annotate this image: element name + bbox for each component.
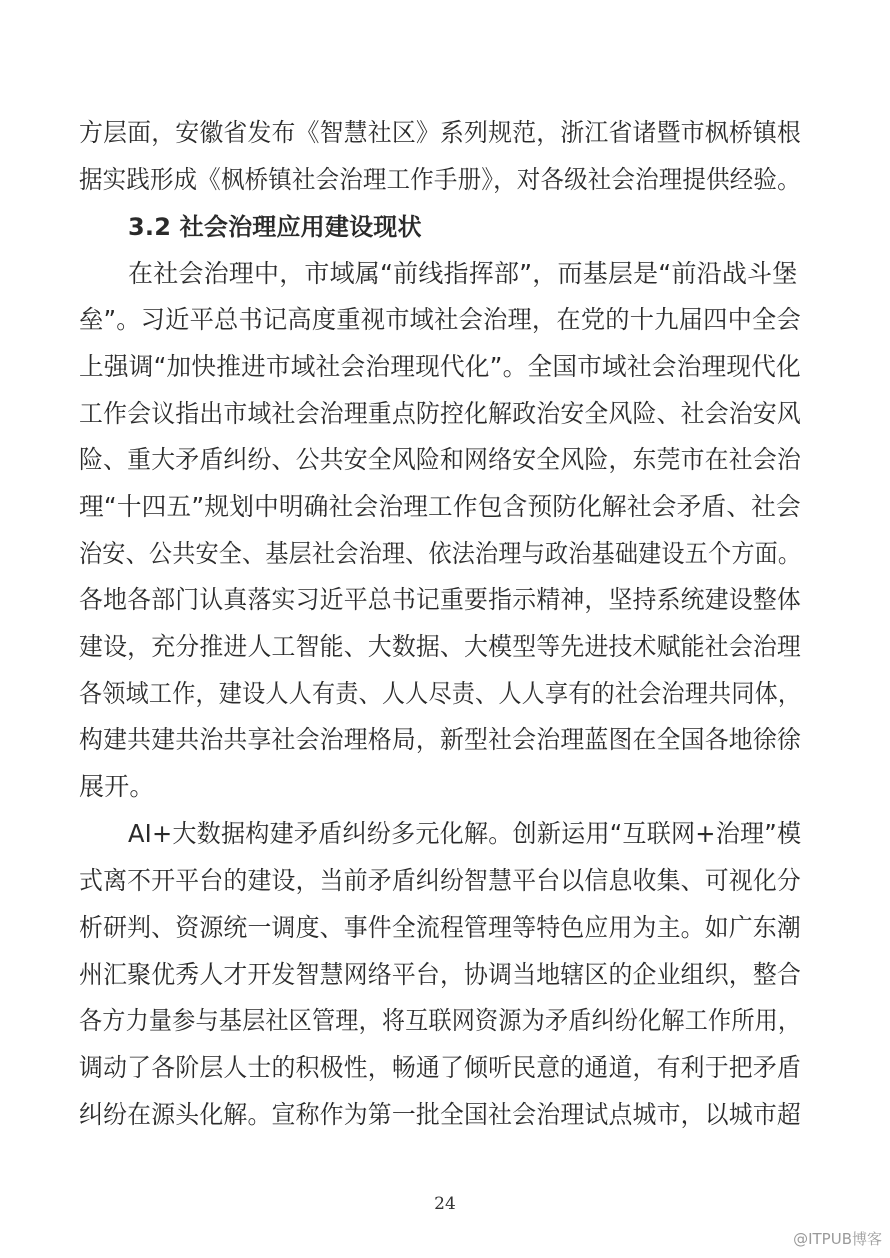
text-line: 各领域工作，建设人人有责、人人尽责、人人享有的社会治理共同体，	[79, 679, 802, 708]
text-line: 构建共建共治共享社会治理格局，新型社会治理蓝图在全国各地徐徐	[79, 725, 801, 754]
page-number: 24	[434, 1194, 456, 1214]
text-line: 在社会治理中，市域属“前线指挥部”，而基层是“前沿战斗堡	[128, 259, 798, 288]
section-heading: 3.2 社会治理应用建设现状	[128, 213, 422, 241]
text-line: 建设，充分推进人工智能、大数据、大模型等先进技术赋能社会治理	[79, 632, 801, 661]
watermark: @ITPUB博客	[793, 1230, 882, 1248]
text-line: 各地各部门认真落实习近平总书记重要指示精神，坚持系统建设整体	[79, 585, 801, 614]
text-line: 方层面，安徽省发布《智慧社区》系列规范，浙江省诸暨市枫桥镇根	[79, 118, 801, 147]
text-line: 州汇聚优秀人才开发智慧网络平台，协调当地辖区的企业组织，整合	[79, 960, 801, 989]
text-line: 上强调“加快推进市域社会治理现代化”。全国市域社会治理现代化	[79, 352, 801, 381]
text-line: 析研判、资源统一调度、事件全流程管理等特色应用为主。如广东潮	[79, 913, 801, 942]
text-line: 式离不开平台的建设，当前矛盾纠纷智慧平台以信息收集、可视化分	[79, 866, 801, 895]
text-line: 据实践形成《枫桥镇社会治理工作手册》，对各级社会治理提供经验。	[79, 165, 801, 194]
text-line: 调动了各阶层人士的积极性，畅通了倾听民意的通道，有利于把矛盾	[79, 1053, 801, 1082]
text-line: AI+大数据构建矛盾纠纷多元化解。创新运用“互联网+治理”模	[128, 819, 802, 848]
text-line: 险、重大矛盾纠纷、公共安全风险和网络安全风险，东莞市在社会治	[79, 445, 801, 474]
text-line: 理“十四五”规划中明确社会治理工作包含预防化解社会矛盾、社会	[79, 492, 801, 521]
text-line: 纠纷在源头化解。宣称作为第一批全国社会治理试点城市，以城市超	[79, 1100, 801, 1129]
text-line: 展开。	[79, 772, 155, 801]
text-line: 垒”。习近平总书记高度重视市域社会治理，在党的十九届四中全会	[79, 305, 801, 334]
text-line: 各方力量参与基层社区管理，将互联网资源为矛盾纠纷化解工作所用，	[79, 1006, 802, 1035]
text-line: 治安、公共安全、基层社会治理、依法治理与政治基础建设五个方面。	[79, 539, 802, 568]
text-line: 工作会议指出市域社会治理重点防控化解政治安全风险、社会治安风	[79, 399, 801, 428]
